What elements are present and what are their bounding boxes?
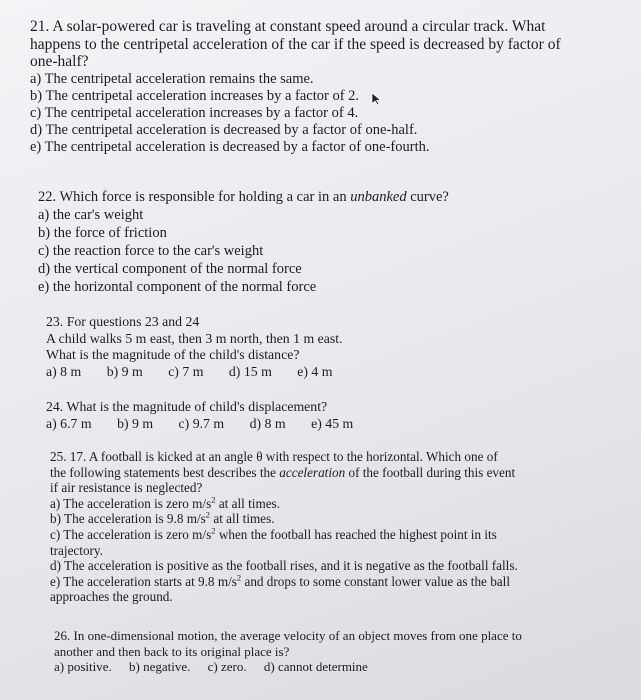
q25-option-e-exponent: 2 — [236, 572, 242, 583]
q23-stem: What is the magnitude of the child's distance? — [46, 347, 300, 362]
q22-option-b: b) the force of friction — [38, 225, 167, 241]
q21-option-a: a) The centripetal acceleration remains the same. — [30, 70, 314, 87]
q25-option-a — [50, 496, 518, 512]
q21-option-b: b) The centripetal acceleration increases by a factor of 2. — [30, 87, 360, 104]
q26-stem-line-1: 26. In one-dimensional motion, the average velocity of an object moves from one place to — [54, 628, 522, 643]
q24-choices — [46, 416, 375, 433]
q25-option-b-exponent: 2 — [205, 509, 211, 520]
q26-stem-line-2: another and then back to its original place is? — [54, 643, 290, 659]
q21-stem-line-1: 21. A solar-powered car is traveling at constant speed around a circular track. What — [30, 18, 546, 35]
q25-option-b — [50, 511, 518, 527]
question-25 — [50, 449, 518, 605]
q25-option-c-continued: trajectory. — [50, 542, 103, 558]
question-24 — [46, 399, 375, 432]
q25-option-b-text: b) The acceleration is 9.8 m/s — [50, 511, 206, 527]
q22-stem-suffix: curve? — [406, 189, 449, 205]
mouse-cursor-icon — [371, 92, 383, 106]
q22-option-d: d) the vertical component of the normal force — [38, 261, 302, 277]
q26-choice-c: c) zero. — [207, 659, 247, 674]
question-22 — [38, 188, 449, 296]
q22-stem-emphasis: unbanked — [350, 189, 407, 205]
q25-option-c-tail: when the football has reached the highest point in its — [215, 526, 497, 542]
q25-option-a-tail: at all times. — [215, 495, 280, 511]
q25-option-e — [50, 574, 518, 590]
q25-line2-suffix: of the football during this event — [345, 464, 516, 480]
q23-choice-d: d) 15 m — [228, 363, 272, 379]
q22-stem — [38, 188, 449, 206]
q25-option-a-exponent: 2 — [211, 494, 216, 505]
q24-choice-b: b) 9 m — [117, 415, 154, 431]
q25-stem-line-2 — [50, 465, 518, 481]
q23-choice-c: c) 7 m — [168, 363, 204, 379]
q22-option-e: e) the horizontal component of the normal force — [38, 279, 317, 295]
q23-choice-e: e) 4 m — [297, 363, 333, 379]
question-26 — [54, 628, 522, 675]
q24-stem: 24. What is the magnitude of child's displacement? — [46, 399, 328, 414]
q24-choice-c: c) 9.7 m — [178, 415, 225, 431]
q21-option-d: d) The centripetal acceleration is decreased by a factor of one-half. — [30, 122, 418, 139]
q25-option-c-text: c) The acceleration is zero m/s — [50, 526, 212, 542]
q25-option-a-text: a) The acceleration is zero m/s — [50, 495, 212, 511]
q25-line2-emphasis: acceleration — [279, 464, 346, 480]
question-21 — [30, 18, 561, 157]
q23-scenario: A child walks 5 m east, then 3 m north, then 1 m east. — [46, 330, 343, 346]
q25-line2-prefix: the following statements best describes the — [50, 464, 280, 480]
q25-option-e-text: e) The acceleration starts at 9.8 m/s — [50, 573, 237, 589]
q22-option-c: c) the reaction force to the car's weight — [38, 243, 264, 259]
q26-choices — [54, 659, 522, 675]
q21-stem-line-3: one-half? — [30, 53, 89, 70]
q25-option-c — [50, 527, 518, 543]
q24-choice-e: e) 45 m — [311, 415, 354, 431]
q26-choice-b: b) negative. — [129, 659, 191, 674]
q25-option-b-tail: at all times. — [210, 511, 275, 527]
q23-header: 23. For questions 23 and 24 — [46, 314, 200, 329]
q25-stem-line-3: if air resistance is neglected? — [50, 480, 203, 496]
q26-choice-a: a) positive. — [54, 659, 112, 674]
q22-stem-prefix: 22. Which force is responsible for holding a car in an — [38, 189, 351, 205]
q24-choice-d: d) 8 m — [249, 415, 286, 431]
question-23 — [46, 314, 355, 380]
q21-option-c: c) The centripetal acceleration increases by a factor of 4. — [30, 104, 359, 121]
q26-choice-d: d) cannot determine — [263, 659, 368, 674]
q23-choice-a: a) 8 m — [46, 363, 82, 379]
q25-stem-line-1: 25. 17. A football is kicked at an angle θ with respect to the horizontal. Which one of — [50, 449, 498, 464]
q25-option-d: d) The acceleration is positive as the football rises, and it is negative as the football falls. — [50, 558, 518, 574]
q25-option-e-continued: approaches the ground. — [50, 589, 173, 605]
q22-option-a: a) the car's weight — [38, 207, 144, 223]
q21-option-e: e) The centripetal acceleration is decreased by a factor of one-fourth. — [30, 139, 430, 156]
q23-choices — [46, 364, 355, 381]
q25-option-c-exponent: 2 — [211, 525, 216, 536]
q25-option-e-tail: and drops to some constant lower value as the ball — [241, 573, 510, 589]
q23-choice-b: b) 9 m — [106, 363, 143, 379]
q21-stem-line-2: happens to the centripetal acceleration of the car if the speed is decreased by factor of — [30, 35, 561, 53]
q24-choice-a: a) 6.7 m — [46, 415, 92, 431]
